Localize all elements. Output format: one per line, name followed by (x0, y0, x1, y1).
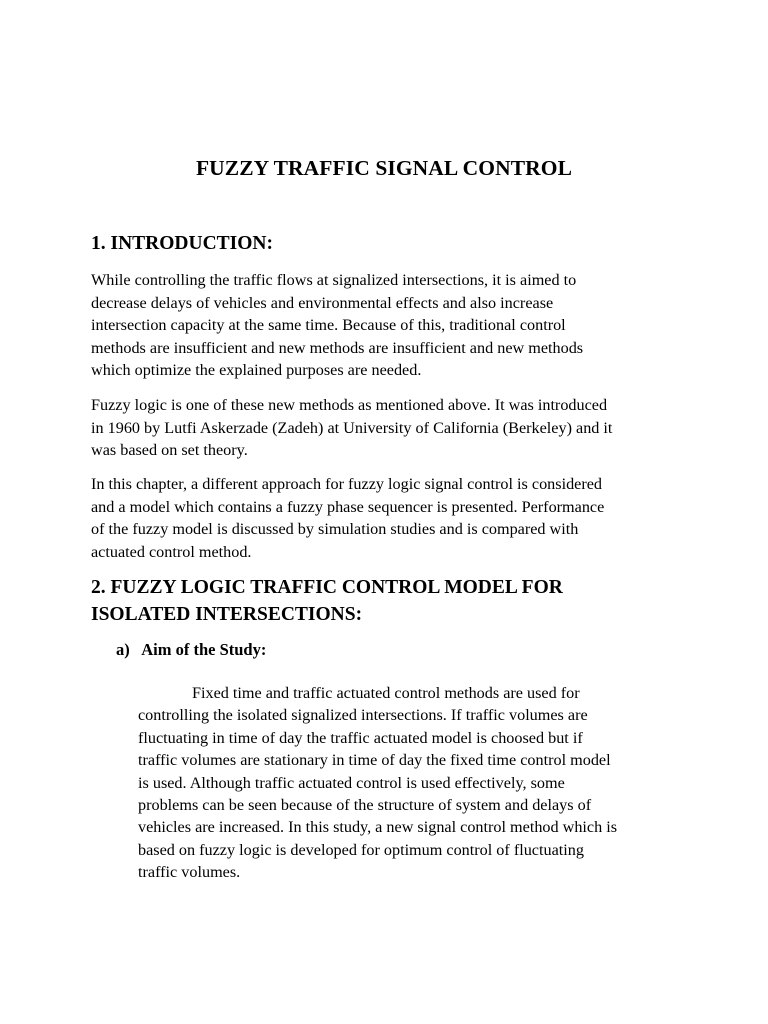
section-heading-introduction: 1. INTRODUCTION: (91, 233, 274, 254)
text-line: decrease delays of vehicles and environmental effects and also increase (91, 293, 554, 312)
paragraph-intro-2 (91, 394, 691, 462)
text-line: of the fuzzy model is discussed by simulation studies and is compared with (91, 520, 579, 539)
text-line: traffic volumes. (138, 863, 241, 882)
text-line: controlling the isolated signalized intersections. If traffic volumes are (138, 706, 588, 725)
text-line: fluctuating in time of day the traffic actuated model is choosed but if (138, 728, 583, 747)
text-line: Fuzzy logic is one of these new methods as mentioned above. It was introduced (91, 396, 608, 414)
text-line: is used. Although traffic actuated control is used effectively, some (138, 773, 565, 792)
text-line: actuated control method. (91, 542, 252, 561)
subsection-title: Aim of the Study: (141, 640, 267, 659)
heading-line: ISOLATED INTERSECTIONS: (91, 604, 363, 625)
paragraph-intro-3 (91, 473, 691, 563)
text-line: While controlling the traffic flows at signalized intersections, it is aimed to (91, 271, 577, 289)
paragraph-aim (138, 682, 698, 884)
paragraph-intro-1 (91, 269, 691, 382)
text-line: methods are insufficient and new methods are insufficient and new methods (91, 338, 584, 357)
list-marker: a) (116, 640, 130, 659)
section-heading-fuzzy-model (91, 574, 563, 628)
text-line: Fixed time and traffic actuated control methods are used for (192, 684, 580, 702)
text-line: and a model which contains a fuzzy phase sequencer is presented. Performance (91, 497, 605, 516)
text-line: traffic volumes are stationary in time of day the fixed time control model (138, 751, 611, 770)
document-title: FUZZY TRAFFIC SIGNAL CONTROL (195, 156, 573, 180)
text-line: which optimize the explained purposes are needed. (91, 361, 422, 380)
text-line: intersection capacity at the same time. Because of this, traditional control (91, 316, 566, 335)
text-line: was based on set theory. (91, 441, 248, 460)
text-line: problems can be seen because of the structure of system and delays of (138, 796, 592, 815)
heading-line: 2. FUZZY LOGIC TRAFFIC CONTROL MODEL FOR (91, 577, 563, 598)
text-line: In this chapter, a different approach for fuzzy logic signal control is considered (91, 475, 603, 493)
subsection-heading-aim (116, 640, 266, 660)
text-line: based on fuzzy logic is developed for optimum control of fluctuating (138, 840, 584, 859)
text-line: in 1960 by Lutfi Askerzade (Zadeh) at University of California (Berkeley) and it (91, 418, 613, 437)
text-line: vehicles are increased. In this study, a new signal control method which is (138, 818, 618, 837)
